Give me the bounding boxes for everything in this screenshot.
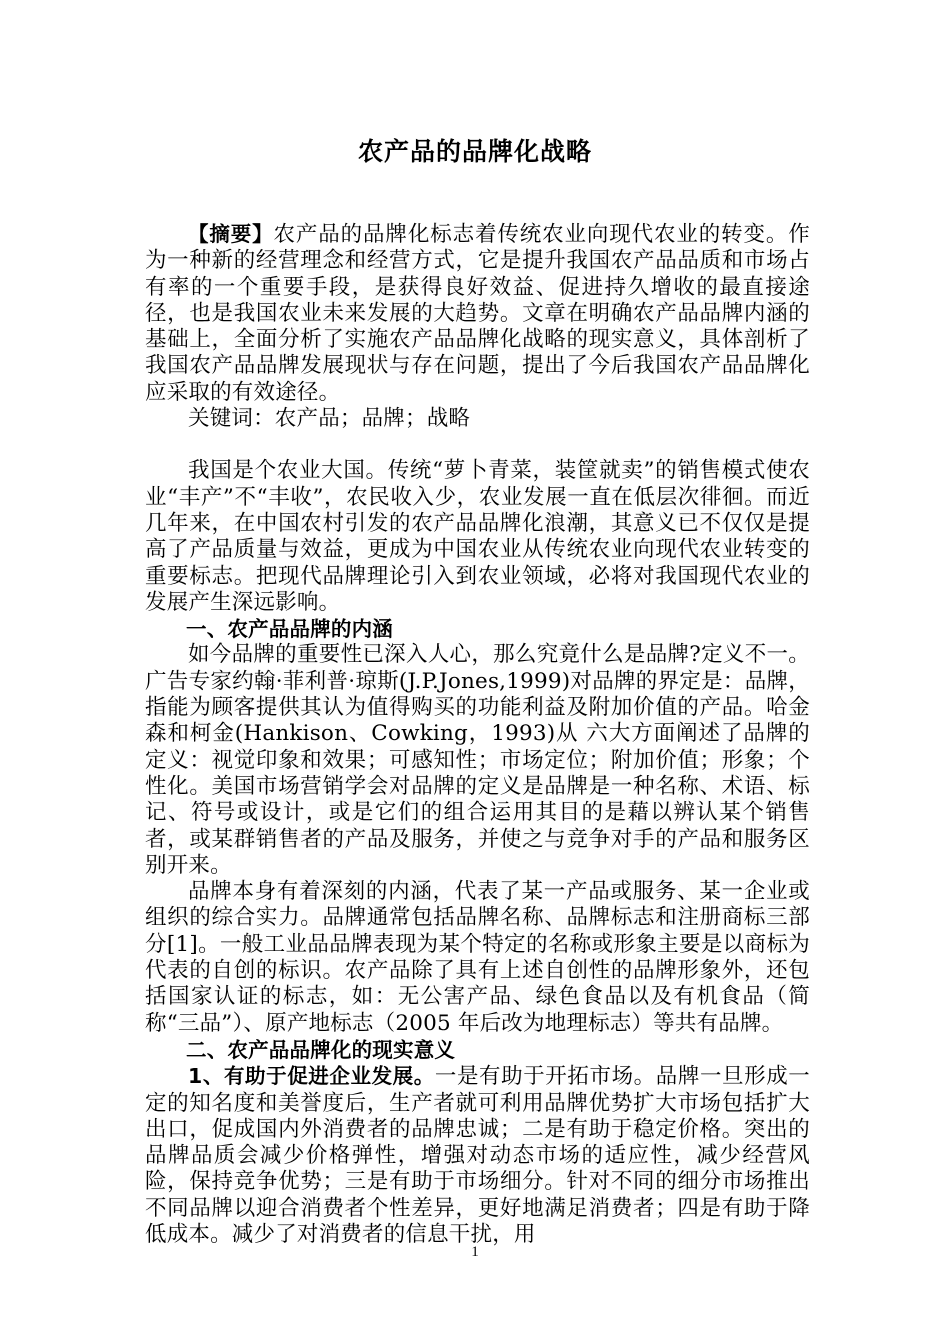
section2-lead: 1、有助于促进企业发展。: [188, 1064, 435, 1089]
abstract-text: 农产品的品牌化标志着传统农业向现代农业的转变。作为一种新的经营理念和经营方式，它是提升我国农产品品质和市场占有率的一个重要手段，是获得良好效益、促进持久增收的最直接途径，也是我国农业未来发展的大趋势。文章在明确农产品品牌内涵的基础上，全面分析了实施农产品品牌化战略的现实意义，具体剖析了我国农产品品牌发展现状与存在问题，提出了今后我国农产品品牌化应采取的有效途径。: [145, 222, 810, 405]
page-number: 1: [471, 1244, 479, 1260]
keywords-line: 关键词：农产品；品牌；战略: [188, 406, 471, 432]
document-title: 农产品的品牌化战略: [357, 137, 592, 166]
section1-heading: 一、农产品品牌的内涵: [186, 617, 393, 642]
intro-paragraph: 我国是个农业大国。传统“萝卜青菜，装筐就卖”的销售模式使农业“丰产”不“丰收”，农民收入少，农业发展一直在低层次徘徊。而近几年来，在中国农村引发的农产品品牌化浪潮，其意义已不仅仅是提高了产品质量与效益，更成为中国农业从传统农业向现代农业转变的重要标志。把现代品牌理论引入到农业领域，必将对我国现代农业的发展产生深远影响。: [145, 458, 810, 615]
abstract-paragraph: [145, 221, 810, 406]
section1-paragraph-2: 品牌本身有着深刻的内涵，代表了某一产品或服务、某一企业或组织的综合实力。品牌通常包括品牌名称、品牌标志和注册商标三部分[1]。一般工业品品牌表现为某个特定的名称或形象主要是以商标为代表的自创的标识。农产品除了具有上述自创性的品牌形象外，还包括国家认证的标志，如：无公害产品、绿色食品以及有机食品（简称“三品”）、原产地标志（2005 年后改为地理标志）等共有品牌。: [145, 879, 810, 1036]
document-body: [145, 221, 810, 1248]
section2-heading: 二、农产品品牌化的现实意义: [186, 1037, 456, 1062]
section2-text: 一是有助于开拓市场。品牌一旦形成一定的知名度和美誉度后，生产者就可利用品牌优势扩大市场包括扩大出口，促成国内外消费者的品牌忠诚；二是有助于稳定价格。突出的品牌品质会减少价格弹性，增强对动态市场的适应性，减少经营风险，保持竞争优势；三是有助于市场细分。针对不同的细分市场推出不同品牌以迎合消费者个性差异，更好地满足消费者；四是有助于降低成本。减少了对消费者的信息干扰，用: [145, 1064, 811, 1247]
section2-paragraph-1: [145, 1063, 810, 1248]
section1-paragraph-1: 如今品牌的重要性已深入人心，那么究竟什么是品牌?定义不一。广告专家约翰·菲利普·琼斯(J.P.Jones,1999)对品牌的界定是：品牌，指能为顾客提供其认为值得购买的功能利益及附加价值的产品。哈金森和柯金(Hankison、Cowking，1993)从 六大方面阐述了品牌的定义：视觉印象和效果；可感知性；市场定位；附加价值；形象；个性化。美国市场营销学会对品牌的定义是品牌是一种名称、术语、标记、符号或设计，或是它们的组合运用其目的是藉以辨认某个销售者，或某群销售者的产品及服务，并使之与竞争对手的产品和服务区别开来。: [145, 642, 810, 878]
abstract-label: 【摘要】: [188, 222, 274, 246]
